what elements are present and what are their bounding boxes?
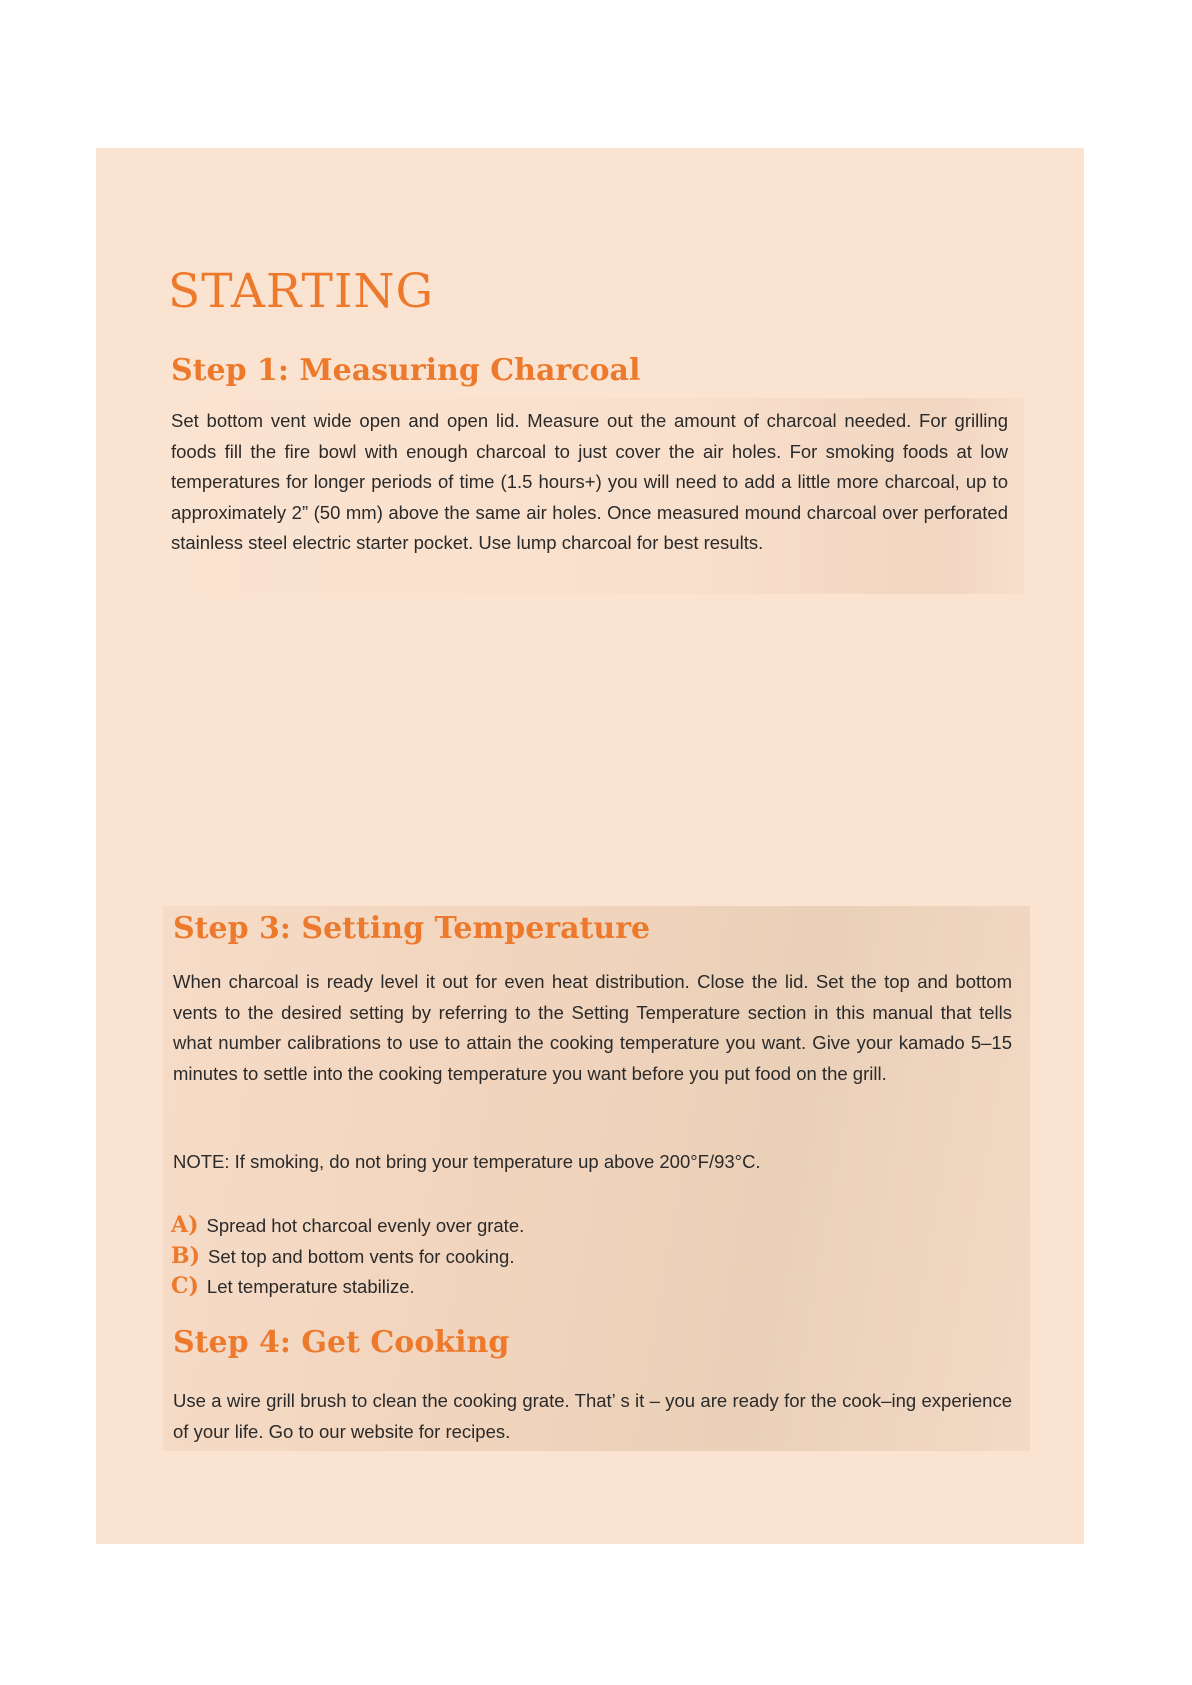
step3-note: NOTE: If smoking, do not bring your temperature up above 200°F/93°C. bbox=[173, 1151, 761, 1172]
page-title: STARTING bbox=[168, 264, 435, 319]
list-marker: B) bbox=[171, 1242, 201, 1269]
list-item bbox=[171, 1210, 524, 1241]
step4-heading: Step 4: Get Cooking bbox=[173, 1325, 510, 1360]
list-item-text: Set top and bottom vents for cooking. bbox=[208, 1245, 515, 1267]
step3-paragraph: When charcoal is ready level it out for even heat distribution. Close the lid. Set the top and bottom vents to the desired setting by referring to the Setting Temperature section in this manual that tells what number calibrations to use to attain the cooking temperature you want. Give your kamado 5–15 minutes to settle into the cooking temperature you want before you put food on the grill. bbox=[173, 971, 1012, 1084]
list-marker: A) bbox=[171, 1212, 199, 1238]
step4-paragraph: Use a wire grill brush to clean the cooking grate. That’ s it – you are ready for the cook–ing experience of your life. Go to our website for recipes. bbox=[173, 1390, 1012, 1442]
list-item-text: Spread hot charcoal evenly over grate. bbox=[206, 1215, 525, 1236]
list-marker: C) bbox=[171, 1273, 199, 1299]
list-item-text: Let temperature stabilize. bbox=[206, 1276, 415, 1297]
step1-paragraph: Set bottom vent wide open and open lid. Measure out the amount of charcoal needed. For grilling foods fill the fire bowl with enough charcoal to just cover the air holes. For smoking foods at low temperatures for longer periods of time (1.5 hours+) you will need to add a little more charcoal, up to approximately 2” (50 mm) above the same air holes. Once measured mound charcoal over perforated stainless steel electric starter pocket. Use lump charcoal for best results. bbox=[171, 410, 1008, 553]
step1-heading: Step 1: Measuring Charcoal bbox=[171, 353, 641, 388]
list-item bbox=[171, 1241, 524, 1272]
step3-list bbox=[171, 1210, 524, 1302]
step3-heading: Step 3: Setting Temperature bbox=[173, 911, 651, 946]
list-item bbox=[171, 1271, 524, 1302]
